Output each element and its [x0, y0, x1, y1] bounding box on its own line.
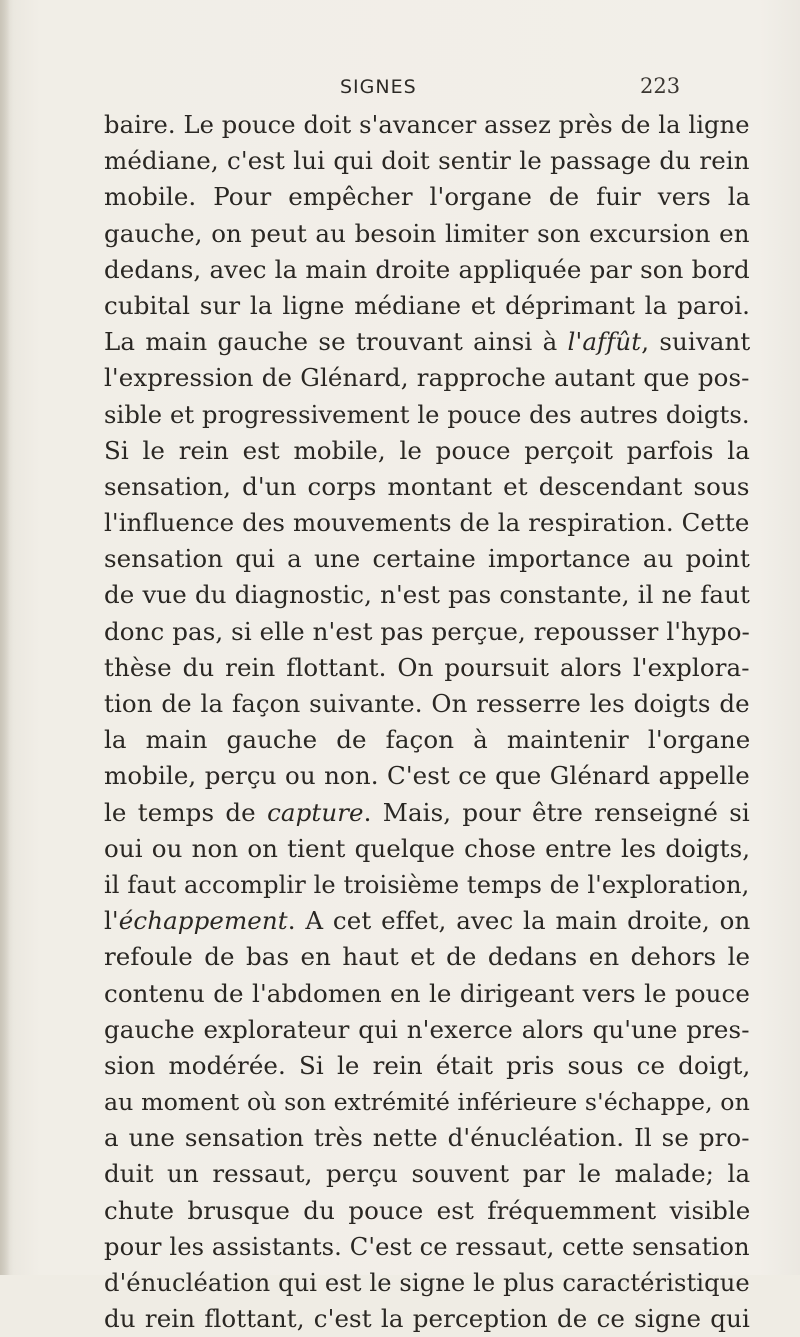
- text-segment: sion modérée. Si le rein était pris sous ce doigt,: [104, 1050, 751, 1080]
- text-line: [104, 614, 750, 650]
- text-segment: oui ou non on tient quelque chose entre les doigts,: [104, 833, 751, 863]
- text-segment: l'influence des mouvements de la respiration. Cette: [104, 508, 750, 538]
- text-segment: . Mais, pour être renseigné si: [363, 797, 750, 827]
- text-segment: baire. Le pouce doit s'avancer assez près de la ligne: [104, 111, 750, 139]
- text-segment: médiane, c'est lui qui doit sentir le passage du rein: [104, 146, 750, 176]
- text-segment: pour les assistants. C'est ce ressaut, cette sensation: [104, 1232, 750, 1261]
- text-line: [104, 179, 750, 215]
- text-segment: du rein flottant, c'est la perception de ce signe qui: [104, 1304, 750, 1334]
- text-line: [104, 216, 750, 252]
- italic-term: capture: [267, 797, 364, 827]
- text-segment: la main gauche de façon à maintenir l'organe: [104, 725, 751, 755]
- text-line: [104, 831, 750, 867]
- text-segment: , suivant: [641, 327, 751, 357]
- text-segment: gauche, on peut au besoin limiter son excursion en: [104, 218, 750, 248]
- italic-term: échappement: [118, 906, 288, 936]
- text-line: [104, 686, 750, 722]
- text-segment: dedans, avec la main droite appliquée par son bord: [104, 254, 750, 284]
- body-text: [104, 107, 750, 1337]
- text-segment: au moment où son extrémité inférieure s'échappe, on: [104, 1088, 750, 1117]
- text-line: [104, 143, 750, 179]
- text-segment: donc pas, si elle n'est pas perçue, repousser l'hypo-: [104, 616, 750, 646]
- text-line: [104, 867, 750, 903]
- text-segment: chute brusque du pouce est fréquemment visible: [104, 1195, 751, 1225]
- text-line: [104, 795, 750, 831]
- text-line: [104, 722, 750, 758]
- text-line: [104, 976, 750, 1012]
- text-line: [104, 541, 750, 577]
- text-segment: cubital sur la ligne médiane et déprimant la paroi.: [104, 290, 751, 320]
- text-line: [104, 360, 750, 396]
- text-line: [104, 650, 750, 686]
- text-segment: gauche explorateur qui n'exerce alors qu'une pres-: [104, 1014, 750, 1044]
- text-line: [104, 324, 750, 360]
- text-segment: contenu de l'abdomen en le dirigeant vers le pouce: [104, 978, 750, 1008]
- text-segment: a une sensation très nette d'énucléation. Il se pro-: [104, 1123, 750, 1153]
- text-line: [104, 939, 750, 975]
- running-header: [0, 72, 800, 102]
- text-line: [104, 1048, 750, 1084]
- text-segment: duit un ressaut, perçu souvent par le malade; la: [104, 1159, 751, 1189]
- text-line: [104, 758, 750, 794]
- text-line: [104, 288, 750, 324]
- text-line: [104, 1012, 750, 1048]
- text-line: [104, 397, 750, 433]
- text-segment: thèse du rein flottant. On poursuit alors l'explora-: [104, 652, 750, 682]
- page-binding-shadow: [0, 0, 10, 1275]
- italic-term: l'affût: [567, 327, 642, 357]
- text-segment: tion de la façon suivante. On resserre les doigts de: [104, 689, 750, 718]
- text-line: [104, 1193, 750, 1229]
- text-segment: refoule de bas en haut et de dedans en dehors le: [104, 942, 751, 972]
- text-segment: d'énucléation qui est le signe le plus caractéristique: [104, 1269, 750, 1297]
- text-segment: l': [104, 906, 119, 936]
- text-segment: le temps de: [104, 797, 268, 827]
- text-segment: La main gauche se trouvant ainsi à: [104, 327, 568, 357]
- text-segment: sensation, d'un corps montant et descendant sous: [104, 471, 750, 501]
- text-line: [104, 469, 750, 505]
- text-line: [104, 505, 750, 541]
- text-line: [104, 252, 750, 288]
- page-number: 223: [640, 74, 681, 98]
- running-title: SIGNES: [340, 76, 417, 98]
- text-line: [104, 577, 750, 613]
- text-segment: sensation qui a une certaine importance au point: [104, 544, 750, 574]
- text-segment: de vue du diagnostic, n'est pas constante, il ne faut: [104, 580, 750, 610]
- text-line: [104, 1120, 750, 1156]
- text-line: [104, 903, 750, 939]
- text-line: [104, 107, 750, 143]
- text-segment: il faut accomplir le troisième temps de l'exploration,: [104, 870, 750, 899]
- text-segment: sible et progressivement le pouce des autres doigts.: [104, 400, 750, 429]
- text-line: [104, 1265, 750, 1301]
- text-segment: l'expression de Glénard, rapproche autant que pos-: [104, 363, 750, 393]
- text-segment: Si le rein est mobile, le pouce perçoit parfois la: [104, 435, 750, 465]
- text-line: [104, 433, 750, 469]
- text-line: [104, 1229, 750, 1265]
- text-segment: . A cet effet, avec la main droite, on: [287, 906, 751, 936]
- text-segment: mobile, perçu ou non. C'est ce que Glénard appelle: [104, 761, 750, 791]
- text-line: [104, 1084, 750, 1120]
- text-line: [104, 1156, 750, 1192]
- text-line: [104, 1301, 750, 1337]
- text-segment: mobile. Pour empêcher l'organe de fuir vers la: [104, 182, 751, 212]
